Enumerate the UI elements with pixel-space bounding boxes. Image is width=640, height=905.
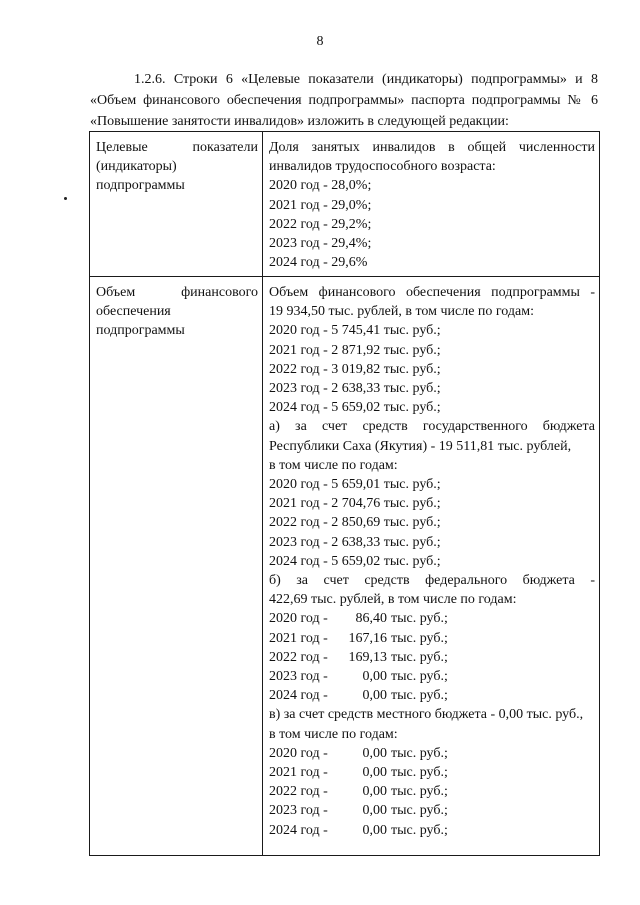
year-value-line: 2020 год - 28,0%; (269, 178, 372, 194)
year-value-line: 2020 год - 5 659,01 тыс. руб.; (269, 477, 441, 493)
year-label: 2024 год - (269, 822, 328, 838)
year-value-line: 2023 год - 2 638,33 тыс. руб.; (269, 534, 441, 550)
amount-value: 0,00 (362, 784, 387, 800)
label-line: подпрограммы (96, 178, 185, 193)
year-label: 2021 год - (269, 630, 328, 646)
financing-total-text: Объем финансового обеспечения подпрограммы - (269, 285, 595, 300)
amount-unit: тыс. руб.; (391, 784, 448, 800)
amount-unit: тыс. руб.; (391, 688, 448, 704)
year-value-line: 2022 год - 29,2%; (269, 216, 372, 232)
label-line: подпрограммы (96, 323, 185, 338)
year-value-line: 2022 год - 2 850,69 тыс. руб.; (269, 515, 441, 531)
year-label: 2022 год - (269, 784, 328, 800)
regional-years-list (269, 475, 595, 571)
label-word: Целевые (96, 140, 148, 155)
year-value-line: 2023 год - 2 638,33 тыс. руб.; (269, 381, 441, 397)
year-amount-line (269, 821, 595, 840)
year-value-line: 2021 год - 2 871,92 тыс. руб.; (269, 342, 441, 358)
year-amount-line (269, 801, 595, 820)
indicator-description: инвалидов трудоспособного возраста: (269, 159, 496, 175)
year-amount-line (269, 744, 595, 763)
year-value-line: 2022 год - 3 019,82 тыс. руб.; (269, 361, 441, 377)
year-label: 2020 год - (269, 611, 328, 627)
amount-unit: тыс. руб.; (391, 765, 448, 781)
amount-value: 169,13 (348, 649, 387, 665)
year-amount-line (269, 686, 595, 705)
year-amount-line (269, 609, 595, 628)
year-value-line: 2024 год - 29,6% (269, 255, 368, 271)
amount-value: 0,00 (362, 765, 387, 781)
year-label: 2022 год - (269, 649, 328, 665)
amount-value: 0,00 (362, 803, 387, 819)
federal-budget-text: 422,69 тыс. рублей, в том числе по годам: (269, 592, 517, 608)
amount-value: 0,00 (362, 822, 387, 838)
local-budget-text: в) за счет средств местного бюджета - 0,00 тыс. руб., (269, 707, 584, 723)
year-label: 2020 год - (269, 745, 328, 761)
label-word: Объем (96, 285, 136, 300)
label-word: финансового (181, 285, 258, 300)
target-indicators-label-cell (90, 132, 263, 277)
year-amount-line (269, 648, 595, 667)
amount-unit: тыс. руб.; (391, 630, 448, 646)
subprogram-passport-table (89, 131, 600, 856)
regional-budget-text: Республики Саха (Якутия) - 19 511,81 тыс. рублей, (269, 438, 572, 454)
target-indicators-value-cell (263, 132, 600, 277)
amount-unit: тыс. руб.; (391, 803, 448, 819)
label-line: (индикаторы) (96, 159, 177, 174)
amount-unit: тыс. руб.; (391, 669, 448, 685)
year-value-line: 2024 год - 5 659,02 тыс. руб.; (269, 400, 441, 416)
amount-value: 167,16 (348, 630, 387, 646)
indicator-description: Доля занятых инвалидов в общей численности (269, 140, 595, 155)
amount-unit: тыс. руб.; (391, 649, 448, 665)
year-amount-line (269, 782, 595, 801)
indicator-years-list (269, 176, 595, 272)
financing-total-text: 19 934,50 тыс. рублей, в том числе по годам: (269, 304, 534, 320)
year-value-line: 2021 год - 2 704,76 тыс. руб.; (269, 496, 441, 512)
amount-value: 0,00 (362, 745, 387, 761)
year-value-line: 2023 год - 29,4%; (269, 236, 372, 252)
local-budget-text: в том числе по годам: (269, 726, 398, 742)
amount-value: 0,00 (362, 688, 387, 704)
federal-budget-text: б) за счет средств федерального бюджета - (269, 573, 595, 589)
amount-unit: тыс. руб.; (391, 611, 448, 627)
year-label: 2023 год - (269, 803, 328, 819)
regional-budget-text: в том числе по годам: (269, 457, 398, 473)
label-line: обеспечения (96, 304, 171, 319)
scan-dot (64, 197, 67, 200)
amount-value: 0,00 (362, 669, 387, 685)
regional-budget-text: а) за счет средств государственного бюджета (269, 419, 595, 435)
year-value-line: 2024 год - 5 659,02 тыс. руб.; (269, 553, 441, 569)
amendment-intro-paragraph: 1.2.6. Строки 6 «Целевые показатели (индикаторы) подпрограммы» и 8 «Объем финансового обеспечения подпрограммы» паспорта подпрограммы № 6 «Повышение занятости инвалидов» изложить в следующей редакции: (90, 72, 598, 129)
table-row-financing-volume (90, 277, 600, 856)
amount-value: 86,40 (355, 611, 387, 627)
year-label: 2024 год - (269, 688, 328, 704)
total-years-list (269, 321, 595, 417)
local-years-list (269, 744, 595, 840)
financing-value-cell (263, 277, 600, 856)
year-amount-line (269, 763, 595, 782)
year-label: 2021 год - (269, 765, 328, 781)
page-number: 8 (316, 34, 324, 49)
table-row-target-indicators (90, 132, 600, 277)
year-amount-line (269, 667, 595, 686)
year-value-line: 2021 год - 29,0%; (269, 197, 372, 213)
year-amount-line (269, 629, 595, 648)
amount-unit: тыс. руб.; (391, 822, 448, 838)
year-value-line: 2020 год - 5 745,41 тыс. руб.; (269, 323, 441, 339)
financing-label-cell (90, 277, 263, 856)
federal-years-list (269, 609, 595, 705)
year-label: 2023 год - (269, 669, 328, 685)
label-word: показатели (192, 140, 258, 155)
amount-unit: тыс. руб.; (391, 745, 448, 761)
